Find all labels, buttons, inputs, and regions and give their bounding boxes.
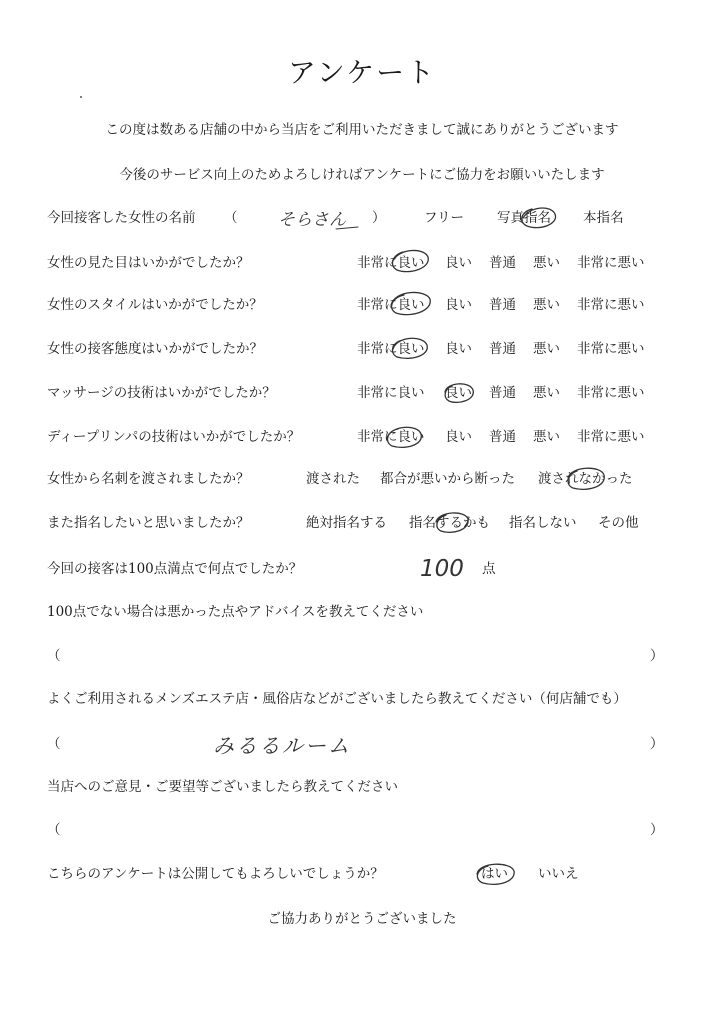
option-main-nomination[interactable]: 本指名 [583, 210, 624, 226]
name-open-paren: （ [224, 210, 238, 226]
option-free[interactable]: フリー [424, 210, 464, 226]
name-question-label: 今回接客した女性の名前 [47, 210, 196, 226]
q2-option-good[interactable]: 良い [445, 297, 472, 313]
rating-question-4-label: マッサージの技術はいかがでしたか？ [47, 385, 276, 401]
intro-line-1: この度は数ある店舗の中から当店をご利用いただきまして誠にありがとうございます [105, 122, 619, 138]
page-title: アンケート [287, 56, 437, 89]
q3-option-good[interactable]: 良い [445, 341, 472, 357]
rating-question-1-label: 女性の見た目はいかがでしたか？ [47, 255, 250, 271]
option-not-nominate[interactable]: 指名しない [509, 515, 577, 531]
q2-option-average[interactable]: 普通 [489, 297, 516, 313]
option-photo-nomination[interactable]: 写真指名 [497, 210, 551, 226]
q3-option-very-good[interactable]: 非常に良い [357, 341, 425, 357]
advice-open-paren: （ [47, 648, 61, 664]
option-maybe-nominate[interactable]: 指名するかも [409, 515, 490, 531]
q2-option-very-good[interactable]: 非常に良い [357, 297, 425, 313]
q4-option-bad[interactable]: 悪い [533, 385, 560, 401]
publish-question-label: こちらのアンケートは公開してもよろしいでしょうか？ [47, 866, 384, 882]
rating-question-2-label: 女性のスタイルはいかがでしたか？ [47, 297, 263, 313]
option-publish-no[interactable]: いいえ [538, 866, 579, 882]
option-other[interactable]: その他 [598, 515, 639, 531]
q5-option-very-bad[interactable]: 非常に悪い [577, 429, 645, 445]
other-shops-question-label: よくご利用されるメンズエステ店・風俗店などがございましたら教えてください（何店舗でも） [47, 691, 627, 707]
option-card-received[interactable]: 渡された [306, 471, 360, 487]
q3-option-average[interactable]: 普通 [489, 341, 516, 357]
card-question-label: 女性から名刺を渡されましたか？ [47, 471, 250, 487]
q4-option-good[interactable]: 良い [445, 385, 472, 401]
advice-close-paren: ） [650, 648, 664, 664]
score-question-label: 今回の接客は100点満点で何点でしたか？ [47, 561, 303, 577]
q2-option-bad[interactable]: 悪い [533, 297, 560, 313]
q1-option-good[interactable]: 良い [445, 255, 472, 271]
rating-question-5-label: ディープリンパの技術はいかがでしたか？ [47, 429, 301, 445]
handwritten-shop-answer: みるるルーム [213, 734, 351, 758]
q4-option-very-good[interactable]: 非常に良い [357, 385, 425, 401]
other-shops-close-paren: ） [650, 736, 664, 752]
opinion-close-paren: ） [650, 822, 664, 838]
q5-option-good[interactable]: 良い [445, 429, 472, 445]
stray-ink-dot [80, 96, 82, 98]
handwritten-score: 100 [420, 556, 464, 582]
advice-question-label: 100点でない場合は悪かった点やアドバイスを教えてください [47, 604, 424, 620]
repeat-question-label: また指名したいと思いましたか？ [47, 515, 250, 531]
q3-option-very-bad[interactable]: 非常に悪い [577, 341, 645, 357]
q1-option-very-good[interactable]: 非常に良い [357, 255, 425, 271]
closing-message: ご協力ありがとうございました [267, 911, 457, 927]
q4-option-average[interactable]: 普通 [489, 385, 516, 401]
q5-option-average[interactable]: 普通 [489, 429, 516, 445]
q1-option-very-bad[interactable]: 非常に悪い [577, 255, 645, 271]
opinion-question-label: 当店へのご意見・ご要望等ございましたら教えてください [47, 779, 398, 795]
option-card-not-received[interactable]: 渡されなかった [538, 471, 633, 487]
q4-option-very-bad[interactable]: 非常に悪い [577, 385, 645, 401]
handwritten-name: そらさん [278, 210, 346, 230]
option-publish-yes[interactable]: はい [481, 866, 508, 882]
score-unit: 点 [482, 561, 496, 577]
option-definitely-nominate[interactable]: 絶対指名する [306, 515, 387, 531]
name-close-paren: ） [372, 210, 386, 226]
q1-option-bad[interactable]: 悪い [533, 255, 560, 271]
option-card-declined[interactable]: 都合が悪いから断った [380, 471, 515, 487]
q2-option-very-bad[interactable]: 非常に悪い [577, 297, 645, 313]
q1-option-average[interactable]: 普通 [489, 255, 516, 271]
opinion-open-paren: （ [47, 822, 61, 838]
rating-question-3-label: 女性の接客態度はいかがでしたか？ [47, 341, 263, 357]
q3-option-bad[interactable]: 悪い [533, 341, 560, 357]
q5-option-very-good[interactable]: 非常に良い [357, 429, 425, 445]
intro-line-2: 今後のサービス向上のためよろしければアンケートにご協力をお願いいたします [119, 167, 605, 183]
other-shops-open-paren: （ [47, 736, 61, 752]
q5-option-bad[interactable]: 悪い [533, 429, 560, 445]
